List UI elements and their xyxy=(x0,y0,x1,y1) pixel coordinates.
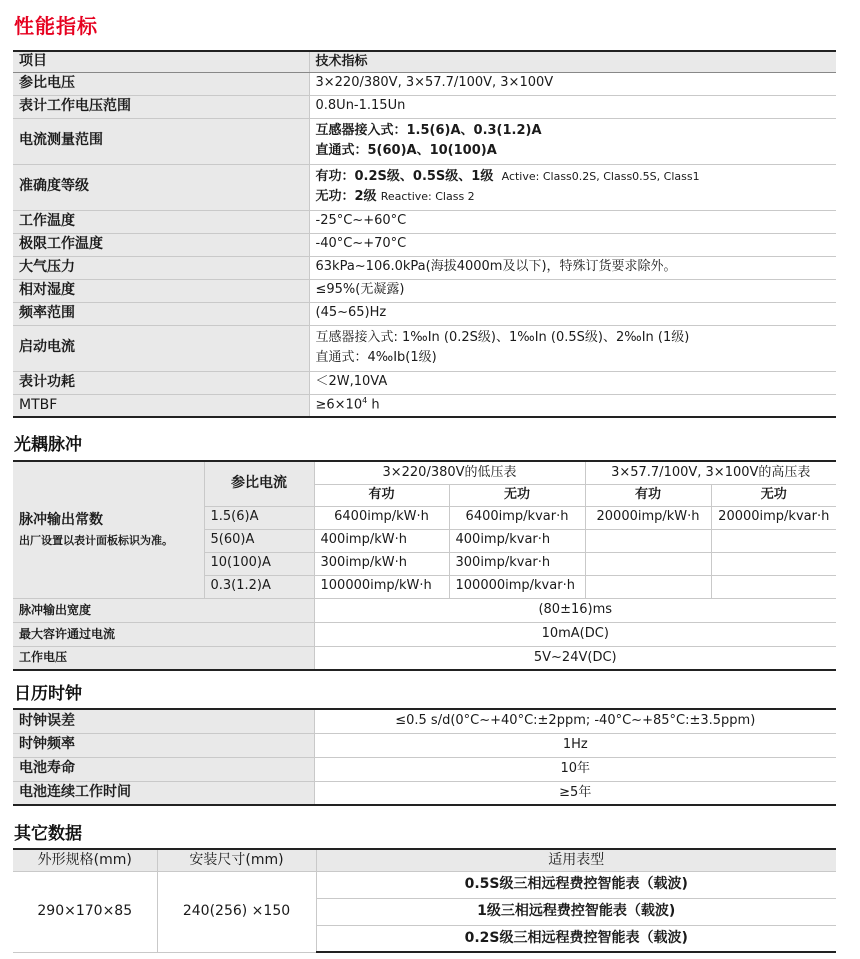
row-value xyxy=(309,118,836,164)
current-cell: 10(100)A xyxy=(204,552,314,575)
pulse-table xyxy=(13,460,836,671)
header-model: 适用表型 xyxy=(316,849,836,871)
size-value: 290×170×85 xyxy=(13,871,157,952)
section-title-other: 其它数据 xyxy=(14,824,82,844)
table-row xyxy=(13,709,836,733)
row-value: 0.8Un-1.15Un xyxy=(309,95,836,118)
mtbf-base: ≥6×10 xyxy=(315,397,363,413)
row-value: 10mA(DC) xyxy=(314,622,836,646)
row-label: 频率范围 xyxy=(13,302,309,325)
lv-reactive-cell: 6400imp/kvar·h xyxy=(449,506,585,529)
clock-table xyxy=(13,708,836,806)
value-line: 直通式：4‰Ib(1级) xyxy=(315,349,437,365)
table-row xyxy=(13,757,836,781)
lv-active-cell: 300imp/kW·h xyxy=(314,552,449,575)
table-row xyxy=(13,371,836,394)
row-value: 10年 xyxy=(314,757,836,781)
table-row xyxy=(13,871,836,898)
hv-active-cell xyxy=(585,529,711,552)
row-value xyxy=(309,164,836,210)
table-row xyxy=(13,733,836,757)
accuracy-reactive-en: Reactive: Class 2 xyxy=(380,189,475,203)
other-table xyxy=(13,848,836,953)
row-value: -25°C~+60°C xyxy=(309,210,836,233)
table-row xyxy=(13,279,836,302)
page-title: 性能指标 xyxy=(14,14,98,38)
accuracy-active: 有功：0.2S级、0.5S级、1级 xyxy=(315,169,494,185)
hv-active-cell xyxy=(585,575,711,598)
row-label: 表计工作电压范围 xyxy=(13,95,309,118)
row-label: 脉冲输出宽度 xyxy=(13,598,314,622)
table-row xyxy=(13,233,836,256)
row-value: (80±16)ms xyxy=(314,598,836,622)
row-value: 1Hz xyxy=(314,733,836,757)
lv-reactive-cell: 400imp/kvar·h xyxy=(449,529,585,552)
table-row xyxy=(13,646,836,670)
row-value: 5V~24V(DC) xyxy=(314,646,836,670)
pulse-constant-note: 出厂设置以表计面板标识为准。 xyxy=(19,533,173,547)
table-row xyxy=(13,302,836,325)
row-label: 大气压力 xyxy=(13,256,309,279)
row-label: 时钟频率 xyxy=(13,733,314,757)
row-label: 时钟误差 xyxy=(13,709,314,733)
row-label: 工作温度 xyxy=(13,210,309,233)
table-row xyxy=(13,781,836,805)
row-value: ≤0.5 s/d(0°C~+40°C:±2ppm; -40°C~+85°C:±3.5ppm) xyxy=(314,709,836,733)
row-value: 63kPa~106.0kPa(海拔4000m及以下)，特殊订货要求除外。 xyxy=(309,256,836,279)
mount-value: 240(256) ×150 xyxy=(157,871,316,952)
section-title-pulse: 光耦脉冲 xyxy=(14,435,82,455)
section-title-clock: 日历时钟 xyxy=(14,684,82,704)
lv-active-cell: 400imp/kW·h xyxy=(314,529,449,552)
model-item: 0.2S级三相远程费控智能表（载波) xyxy=(316,925,836,952)
pulse-constant-cell xyxy=(13,461,204,598)
row-value: ≤95%(无凝露) xyxy=(309,279,836,302)
current-cell: 1.5(6)A xyxy=(204,506,314,529)
table-row xyxy=(13,72,836,95)
hv-reactive-cell xyxy=(711,575,836,598)
lv-reactive-cell: 100000imp/kvar·h xyxy=(449,575,585,598)
pulse-constant-label: 脉冲输出常数 xyxy=(19,512,103,529)
row-label: 参比电压 xyxy=(13,72,309,95)
row-value xyxy=(309,394,836,417)
table-row xyxy=(13,118,836,164)
accuracy-reactive: 无功：2级 xyxy=(315,188,377,204)
hv-active-cell xyxy=(585,552,711,575)
lv-active-cell: 6400imp/kW·h xyxy=(314,506,449,529)
current-cell: 0.3(1.2)A xyxy=(204,575,314,598)
mtbf-exponent: 4 xyxy=(362,396,368,406)
hv-reactive-cell: 20000imp/kvar·h xyxy=(711,506,836,529)
row-value: -40°C~+70°C xyxy=(309,233,836,256)
row-value xyxy=(309,325,836,371)
value-line: 互感器接入式：1.5(6)A、0.3(1.2)A xyxy=(315,123,542,139)
row-label: 电池连续工作时间 xyxy=(13,781,314,805)
row-value: ≥5年 xyxy=(314,781,836,805)
header-mount: 安装尺寸(mm) xyxy=(157,849,316,871)
value-line: 直通式：5(60)A、10(100)A xyxy=(315,142,497,158)
current-cell: 5(60)A xyxy=(204,529,314,552)
ref-current-header: 参比电流 xyxy=(204,461,314,506)
table-row xyxy=(13,95,836,118)
header-size: 外形规格(mm) xyxy=(13,849,157,871)
model-item: 1级三相远程费控智能表（载波) xyxy=(316,898,836,925)
hv-active-cell: 20000imp/kW·h xyxy=(585,506,711,529)
performance-table xyxy=(13,50,836,418)
high-voltage-header: 3×57.7/100V, 3×100V的高压表 xyxy=(585,461,836,484)
header-item: 项目 xyxy=(13,51,309,72)
table-row xyxy=(13,598,836,622)
lv-reactive-cell: 300imp/kvar·h xyxy=(449,552,585,575)
lv-active-cell: 100000imp/kW·h xyxy=(314,575,449,598)
table-row xyxy=(13,256,836,279)
row-label: 电流测量范围 xyxy=(13,118,309,164)
row-label: MTBF xyxy=(13,394,309,417)
hv-reactive-cell xyxy=(711,552,836,575)
mtbf-unit: h xyxy=(367,397,380,413)
row-label: 工作电压 xyxy=(13,646,314,670)
header-spec: 技术指标 xyxy=(309,51,836,72)
row-value: ＜2W,10VA xyxy=(309,371,836,394)
value-line: 互感器接入式: 1‰In (0.2S级)、1‰In (0.5S级)、2‰In (1级) xyxy=(315,330,690,346)
model-item: 0.5S级三相远程费控智能表（载波) xyxy=(316,871,836,898)
table-row xyxy=(13,210,836,233)
row-label: 启动电流 xyxy=(13,325,309,371)
row-label: 相对湿度 xyxy=(13,279,309,302)
lv-active-header: 有功 xyxy=(314,484,449,506)
row-label: 电池寿命 xyxy=(13,757,314,781)
row-value: 3×220/380V, 3×57.7/100V, 3×100V xyxy=(309,72,836,95)
accuracy-active-en: Active: Class0.2S, Class0.5S, Class1 xyxy=(501,170,700,184)
hv-active-header: 有功 xyxy=(585,484,711,506)
row-label: 准确度等级 xyxy=(13,164,309,210)
low-voltage-header: 3×220/380V的低压表 xyxy=(314,461,585,484)
row-label: 最大容许通过电流 xyxy=(13,622,314,646)
table-row xyxy=(13,622,836,646)
row-value: (45~65)Hz xyxy=(309,302,836,325)
row-label: 表计功耗 xyxy=(13,371,309,394)
lv-reactive-header: 无功 xyxy=(449,484,585,506)
table-row xyxy=(13,164,836,210)
hv-reactive-cell xyxy=(711,529,836,552)
row-label: 极限工作温度 xyxy=(13,233,309,256)
hv-reactive-header: 无功 xyxy=(711,484,836,506)
table-row xyxy=(13,394,836,417)
table-row xyxy=(13,325,836,371)
